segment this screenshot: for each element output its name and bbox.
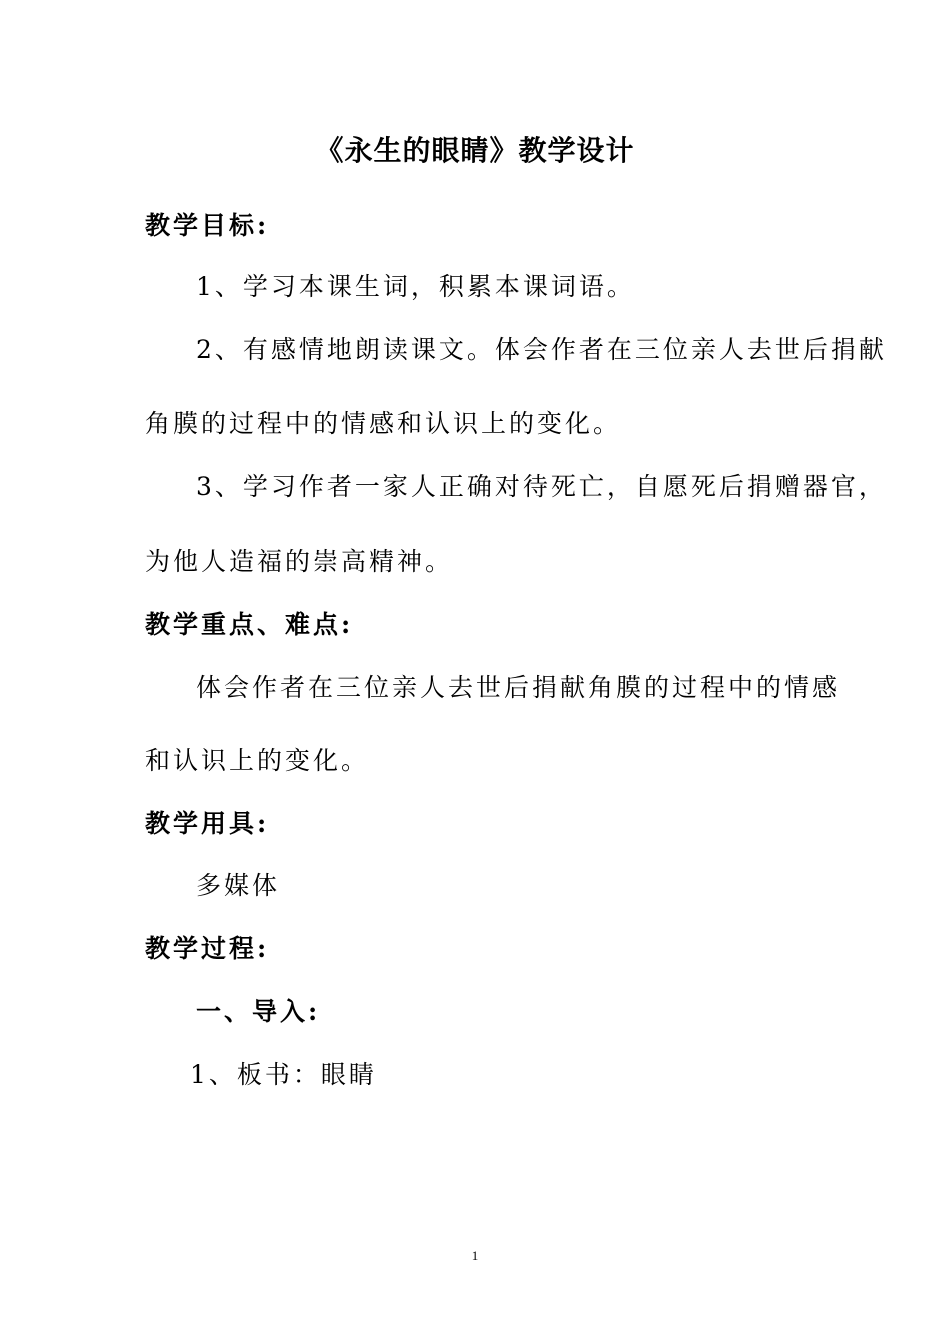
- process-sub-heading: 一、导入:: [196, 997, 321, 1026]
- process-item-1: 1、板书：眼睛: [190, 1060, 377, 1089]
- tools-heading: 教学用具:: [145, 809, 270, 838]
- objectives-heading: 教学目标:: [145, 211, 270, 240]
- key-points-heading: 教学重点、难点:: [145, 610, 354, 639]
- key-points-line-1: 体会作者在三位亲人去世后捐献角膜的过程中的情感: [196, 673, 841, 702]
- document-title: 《永生的眼睛》教学设计: [315, 134, 635, 167]
- objective-3-line-2: 为他人造福的崇高精神。: [145, 547, 454, 576]
- objective-2-line-1: 2、有感情地朗读课文。体会作者在三位亲人去世后捐献: [196, 335, 887, 364]
- page-number: 1: [471, 1248, 479, 1263]
- objective-1: 1、学习本课生词，积累本课词语。: [196, 272, 635, 301]
- tools-item: 多媒体: [196, 871, 281, 900]
- objective-3-line-1: 3、学习作者一家人正确对待死亡，自愿死后捐赠器官，: [196, 472, 887, 501]
- process-heading: 教学过程:: [145, 934, 270, 963]
- objective-2-line-2: 角膜的过程中的情感和认识上的变化。: [145, 409, 622, 438]
- key-points-line-2: 和认识上的变化。: [145, 746, 370, 775]
